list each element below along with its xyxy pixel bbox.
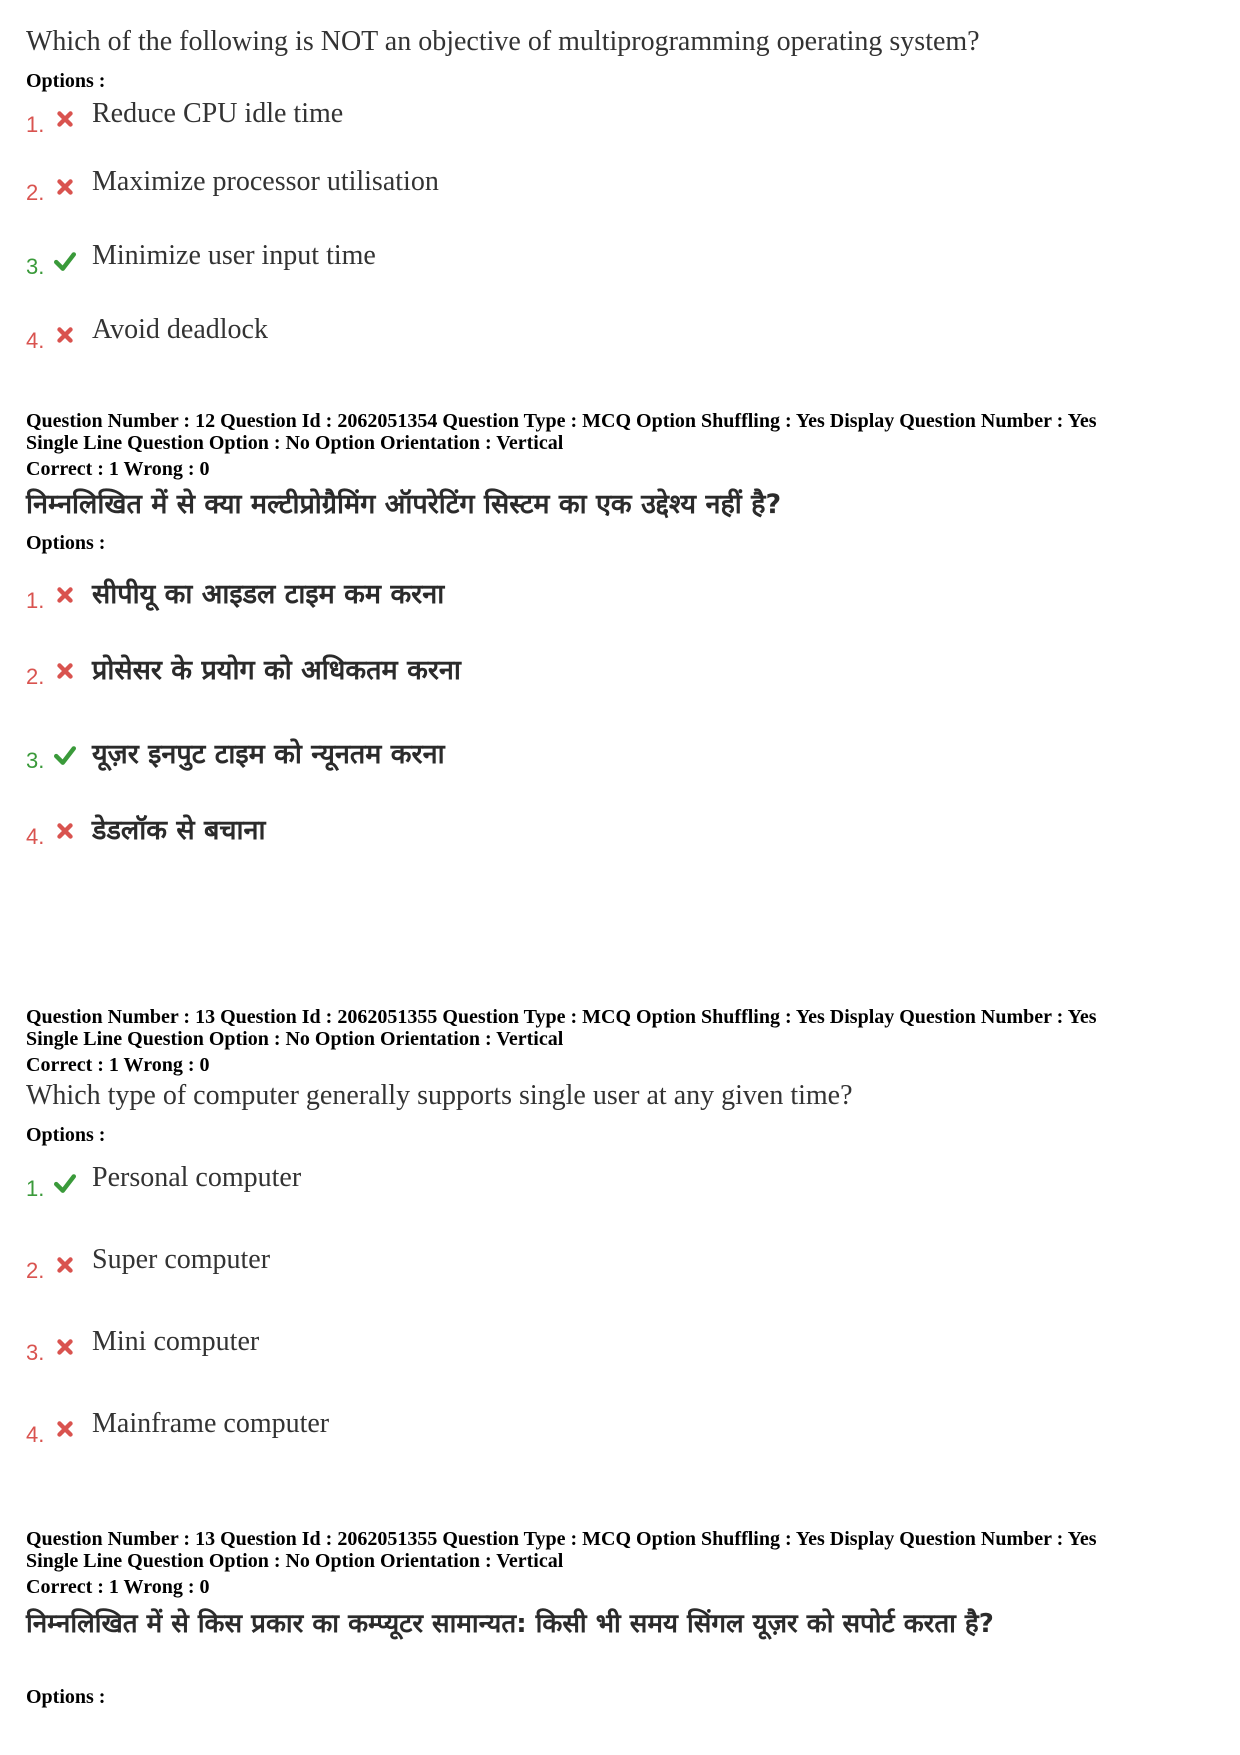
correct-check-icon — [54, 250, 76, 272]
option-text: यूज़र इनपुट टाइम को न्यूनतम करना — [92, 739, 445, 770]
question-meta-line: Single Line Question Option : No Option Orientation : Vertical — [26, 1028, 564, 1050]
option-number: 1. — [26, 1176, 45, 1201]
question-meta-line: Single Line Question Option : No Option Orientation : Vertical — [26, 1550, 564, 1572]
question-meta-line: Question Number : 12 Question Id : 2062051354 Question Type : MCQ Option Shuffling : Yes Display Question Number : Yes — [26, 410, 1097, 432]
marks-line: Correct : 1 Wrong : 0 — [26, 1054, 210, 1076]
marks-line: Correct : 1 Wrong : 0 — [26, 1576, 210, 1598]
wrong-cross-icon — [54, 660, 76, 682]
question-text: Which type of computer generally supports single user at any given time? — [26, 1080, 853, 1111]
wrong-cross-icon — [54, 1418, 76, 1440]
options-label: Options : — [26, 70, 106, 92]
wrong-cross-icon — [54, 1254, 76, 1276]
wrong-cross-icon — [54, 820, 76, 842]
option-text: Minimize user input time — [92, 240, 376, 271]
option-text: Reduce CPU idle time — [92, 98, 344, 129]
options-label: Options : — [26, 1124, 106, 1146]
wrong-cross-icon — [54, 324, 76, 346]
correct-check-icon — [54, 1172, 76, 1194]
option-number: 4. — [26, 1422, 45, 1447]
options-label: Options : — [26, 1686, 106, 1708]
option-number: 2. — [26, 180, 45, 205]
question-meta — [26, 1006, 1216, 1076]
option-text: डेडलॉक से बचाना — [92, 815, 266, 846]
option-text: Mainframe computer — [92, 1408, 330, 1439]
question-meta — [26, 410, 1216, 480]
marks-line: Correct : 1 Wrong : 0 — [26, 458, 210, 480]
option-number: 2. — [26, 664, 45, 689]
question-meta-line: Single Line Question Option : No Option Orientation : Vertical — [26, 432, 564, 454]
question-text: निम्नलिखित में से क्या मल्टीप्रोग्रैमिंग ऑपरेटिंग सिस्टम का एक उद्देश्य नहीं है? — [26, 489, 782, 520]
option-number: 1. — [26, 112, 45, 137]
wrong-cross-icon — [54, 108, 76, 130]
wrong-cross-icon — [54, 1336, 76, 1358]
option-text: सीपीयू का आइडल टाइम कम करना — [92, 579, 445, 610]
question-text: Which of the following is NOT an objective of multiprogramming operating system? — [26, 26, 980, 57]
question-meta — [26, 1528, 1216, 1598]
option-text: Personal computer — [92, 1162, 302, 1193]
option-text: Mini computer — [92, 1326, 260, 1357]
option-text: Avoid deadlock — [92, 314, 268, 345]
option-number: 3. — [26, 748, 45, 773]
option-text: Super computer — [92, 1244, 271, 1275]
option-number: 1. — [26, 588, 45, 613]
question-meta-line: Question Number : 13 Question Id : 2062051355 Question Type : MCQ Option Shuffling : Yes Display Question Number : Yes — [26, 1528, 1097, 1550]
question-meta-line: Question Number : 13 Question Id : 2062051355 Question Type : MCQ Option Shuffling : Yes Display Question Number : Yes — [26, 1006, 1097, 1028]
wrong-cross-icon — [54, 176, 76, 198]
option-text: प्रोसेसर के प्रयोग को अधिकतम करना — [92, 655, 461, 686]
correct-check-icon — [54, 744, 76, 766]
option-number: 2. — [26, 1258, 45, 1283]
question-text: निम्नलिखित में से किस प्रकार का कम्प्यूटर सामान्यत: किसी भी समय सिंगल यूज़र को सपोर्ट करता है? — [26, 1609, 994, 1639]
option-number: 4. — [26, 824, 45, 849]
option-text: Maximize processor utilisation — [92, 166, 439, 197]
option-number: 3. — [26, 1340, 45, 1365]
options-label: Options : — [26, 532, 106, 554]
wrong-cross-icon — [54, 584, 76, 606]
option-number: 4. — [26, 328, 45, 353]
option-number: 3. — [26, 254, 45, 279]
